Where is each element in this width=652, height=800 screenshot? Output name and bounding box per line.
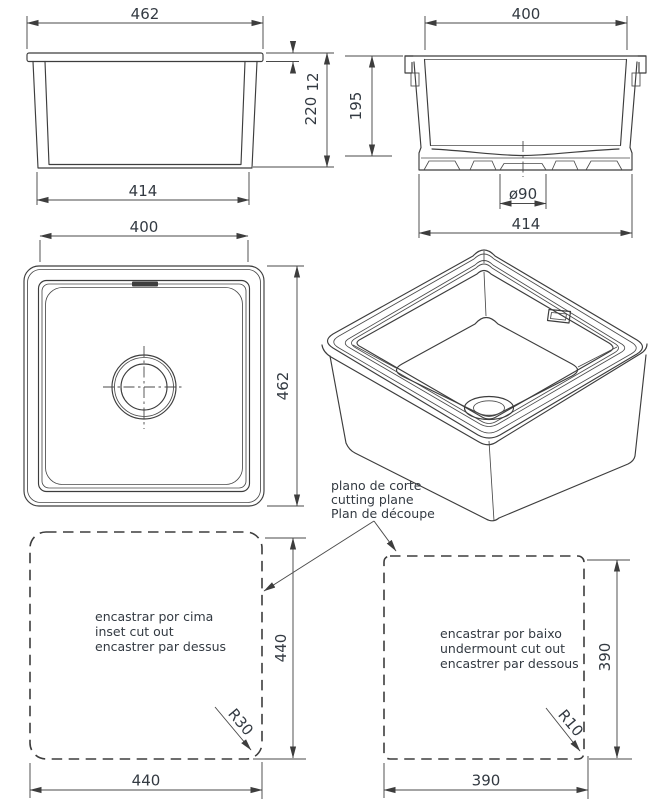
inset-dim-height — [253, 538, 306, 759]
front-elevation-view — [27, 5, 334, 205]
inset-radius-callout — [215, 705, 257, 750]
sink-rim-front — [27, 53, 263, 62]
sink-body-front — [33, 62, 257, 169]
iso-rim-side-face — [322, 344, 647, 445]
front-dim-width-bottom — [37, 172, 249, 205]
dimension-label: 400 — [511, 5, 541, 23]
plan-view — [24, 218, 304, 506]
dimension-label: 414 — [511, 215, 541, 233]
undermount-cutout-view — [384, 556, 632, 799]
front-dim-height — [253, 53, 334, 167]
section-view — [345, 5, 646, 238]
inset-cutout-view — [30, 532, 306, 799]
note-line: encastrar por cima — [95, 609, 214, 624]
dimension-label: 220 — [302, 96, 320, 126]
iso-rim-outer — [328, 250, 643, 438]
dimension-label: 195 — [347, 91, 365, 121]
dimension-label: 462 — [130, 5, 160, 23]
note-line: plano de corte — [331, 478, 422, 493]
plan-dim-height — [267, 266, 304, 506]
drain-plan — [103, 346, 185, 429]
overflow-slot-plan — [132, 282, 158, 287]
note-line: encastrar por baixo — [440, 626, 562, 641]
dimension-label: ø90 — [508, 185, 538, 203]
front-dim-rim-thickness — [266, 41, 334, 92]
note-line: encastrer par dessus — [95, 639, 227, 654]
undermount-dim-height — [587, 560, 632, 759]
dimension-label: 12 — [304, 72, 322, 92]
dimension-label: 390 — [596, 642, 614, 672]
dimension-label: 440 — [131, 771, 161, 790]
dimension-label: 390 — [471, 771, 501, 790]
note-line: undermount cut out — [440, 641, 566, 656]
section-dim-width-top — [425, 5, 627, 50]
note-line: inset cut out — [95, 624, 174, 639]
iso-bowl-corner-edges — [353, 272, 617, 368]
sink-plan-outline — [24, 266, 264, 506]
inset-dim-width — [30, 762, 262, 799]
sink-section-profile — [405, 56, 646, 177]
cutting-plane-note — [264, 478, 435, 591]
note-line: encastrer par dessous — [440, 656, 579, 671]
overflow-slot-isometric — [548, 310, 571, 324]
leader-to-undermount-cutout — [374, 521, 396, 551]
note-line: Plan de découpe — [331, 506, 435, 521]
front-dim-width-top — [27, 5, 263, 49]
section-dim-width-bottom — [419, 174, 632, 238]
section-dim-depth — [345, 56, 403, 156]
iso-bowl-floor — [397, 318, 578, 417]
dimension-label: 400 — [129, 218, 159, 236]
dimension-label: 462 — [274, 371, 292, 401]
dimension-label: R10 — [554, 705, 588, 741]
undermount-radius-callout — [546, 706, 587, 751]
dimension-label: 440 — [272, 633, 290, 663]
dimension-label: R30 — [224, 704, 258, 740]
leader-to-inset-cutout — [264, 521, 374, 591]
undermount-dim-width — [384, 756, 588, 799]
section-dim-drain-diameter — [500, 174, 546, 209]
note-line: cutting plane — [331, 492, 414, 507]
dimension-label: 414 — [128, 182, 158, 200]
plan-dim-width — [40, 218, 248, 262]
